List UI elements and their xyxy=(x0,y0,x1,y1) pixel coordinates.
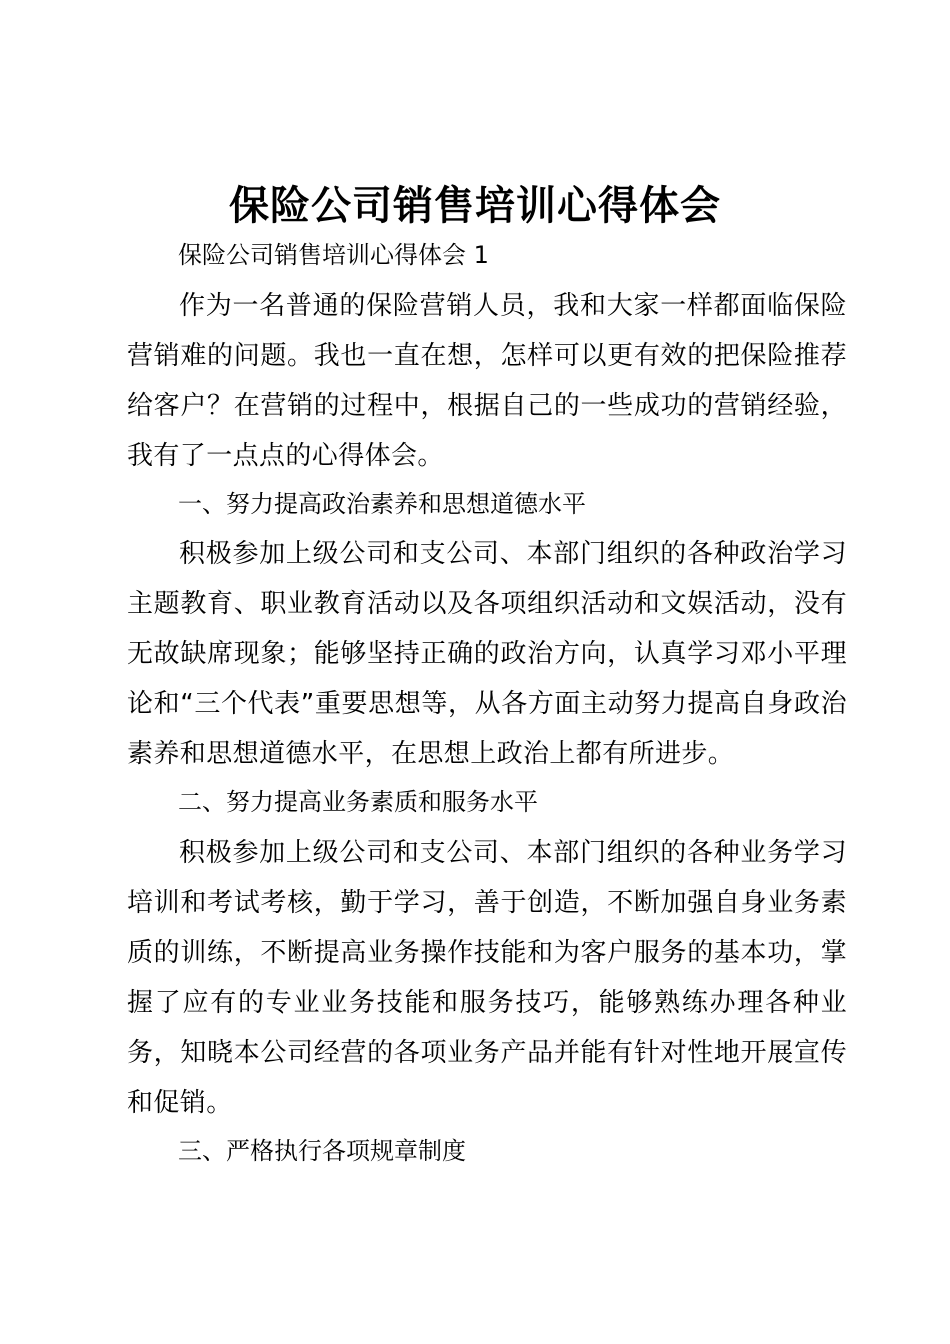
section-3-heading: 三、严格执行各项规章制度 xyxy=(178,1137,466,1165)
document-title: 保险公司销售培训心得体会 xyxy=(229,183,721,229)
section-1-paragraph: 积极参加上级公司和支公司、本部门组织的各种政治学习主题教育、职业教育活动以及各项组织活动和文娱活动，没有无故缺席现象；能够坚持正确的政治方向，认真学习邓小平理论和“三个代表”重要思想等，从各方面主动努力提高自身政治素养和思想道德水平，在思想上政治上都有所进步。 xyxy=(127,539,847,769)
section-1-heading: 一、努力提高政治素养和思想道德水平 xyxy=(178,490,586,518)
section-2-heading: 二、努力提高业务素质和服务水平 xyxy=(178,788,538,816)
intro-paragraph: 作为一名普通的保险营销人员，我和大家一样都面临保险营销难的问题。我也一直在想，怎样可以更有效的把保险推荐给客户？在营销的过程中，根据自己的一些成功的营销经验，我有了一点点的心得体会。 xyxy=(127,291,847,471)
section-2-paragraph: 积极参加上级公司和支公司、本部门组织的各种业务学习培训和考试考核，勤于学习，善于创造，不断加强自身业务素质的训练，不断提高业务操作技能和为客户服务的基本功，掌握了应有的专业业务技能和服务技巧，能够熟练办理各种业务，知晓本公司经营的各项业务产品并能有针对性地开展宣传和促销。 xyxy=(127,838,847,1118)
document-subtitle: 保险公司销售培训心得体会 1 xyxy=(178,241,489,269)
